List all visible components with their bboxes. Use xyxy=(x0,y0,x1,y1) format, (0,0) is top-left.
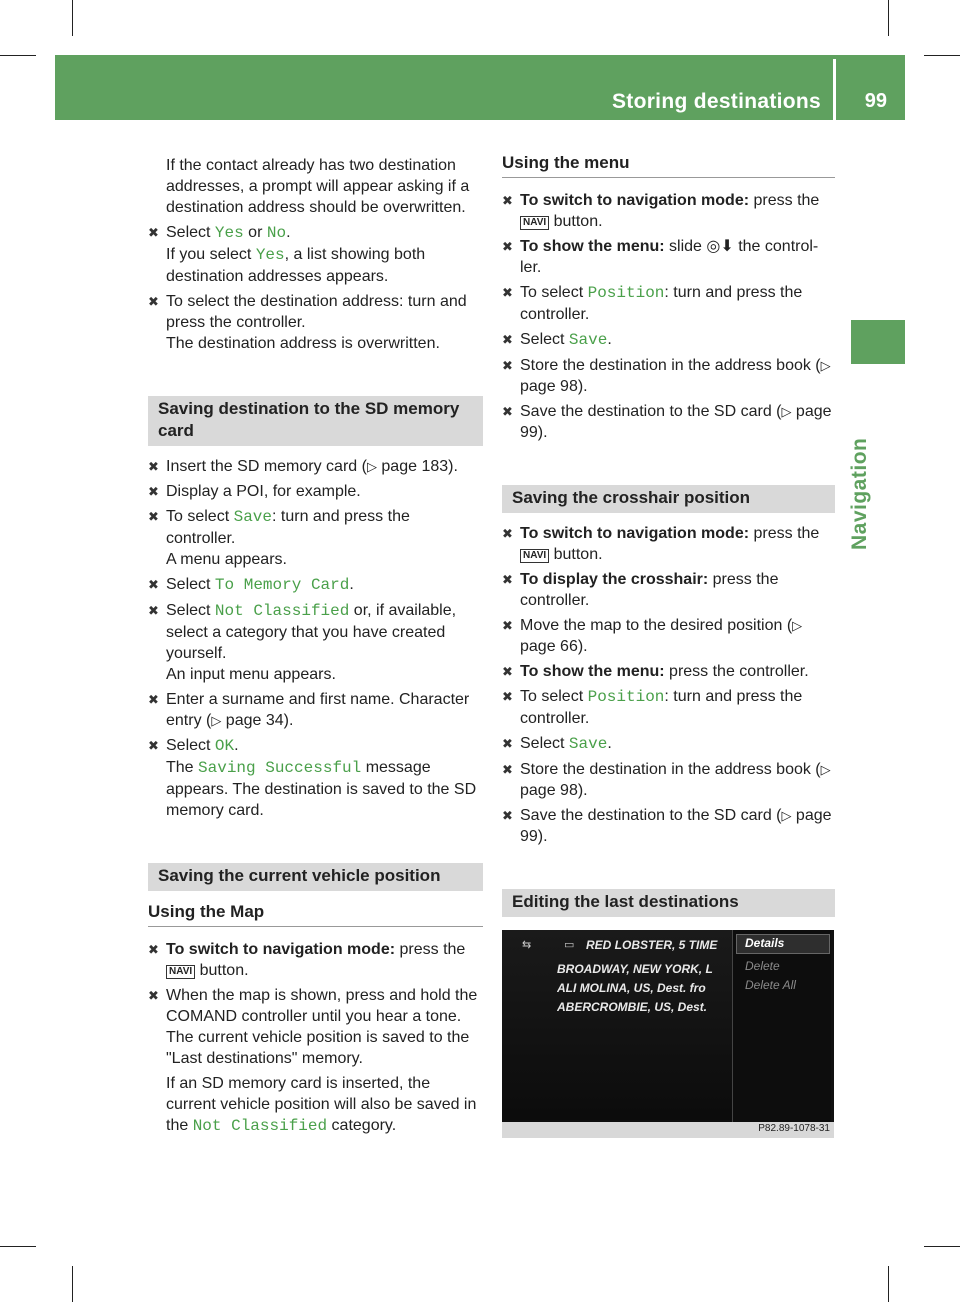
step-arrow-icon: ✖ xyxy=(148,225,159,240)
step-arrow-icon: ✖ xyxy=(502,664,513,679)
page-ref-icon: ▷ xyxy=(211,713,222,728)
section-heading: Saving the current vehicle position xyxy=(148,863,483,891)
text: press the controller. xyxy=(664,663,809,680)
text: page 183). xyxy=(376,458,458,475)
step-arrow-icon: ✖ xyxy=(148,988,159,1003)
text: . xyxy=(234,737,239,754)
list-item xyxy=(502,401,835,443)
text: The xyxy=(166,759,199,776)
page-number: 99 xyxy=(864,90,887,112)
text: Select xyxy=(520,735,569,752)
list-item xyxy=(502,282,835,325)
display-screenshot xyxy=(502,930,834,1138)
list-item xyxy=(148,506,483,570)
text: Store the destination in the address book ( xyxy=(520,357,821,374)
step-arrow-icon: ✖ xyxy=(502,239,513,254)
text: . xyxy=(607,735,612,752)
option-yes: Yes xyxy=(255,246,285,264)
text: or xyxy=(243,224,267,241)
menu-item-details[interactable]: Details xyxy=(745,936,785,950)
page-title: Storing destinations xyxy=(611,90,821,113)
step-arrow-icon: ✖ xyxy=(502,404,513,419)
text: , a list showing both destination addresses appears. xyxy=(166,246,426,285)
text: To switch to navigation mode: xyxy=(520,192,750,209)
text: press the xyxy=(749,192,820,209)
list-item xyxy=(502,329,835,351)
text: page 34). xyxy=(221,712,294,729)
text: page 98). xyxy=(520,782,588,799)
text: To display the crosshair: xyxy=(520,571,709,588)
text: Save the destination to the SD card ( xyxy=(520,807,782,824)
step-arrow-icon: ✖ xyxy=(502,762,513,777)
text: button. xyxy=(549,213,603,230)
intro-paragraph: If the contact already has two destination addresses, a prompt will appear asking if a destination address should be overwritten. xyxy=(166,157,470,216)
text: Select xyxy=(166,576,215,593)
step-arrow-icon: ✖ xyxy=(148,738,159,753)
option-to-memory-card: To Memory Card xyxy=(214,576,350,594)
list-item xyxy=(148,939,483,981)
option-not-classified: Not Classified xyxy=(192,1117,328,1135)
list-item xyxy=(148,985,483,1137)
text: To select xyxy=(520,284,588,301)
option-yes: Yes xyxy=(214,224,244,242)
text: An input menu appears. xyxy=(166,666,336,683)
step-arrow-icon: ✖ xyxy=(502,193,513,208)
text: Select xyxy=(166,224,215,241)
step-arrow-icon: ✖ xyxy=(148,484,159,499)
page-ref-icon: ▷ xyxy=(366,459,377,474)
text: page 66). xyxy=(520,638,588,655)
text: message appears. The destination is saved to the SD memory card. xyxy=(166,759,477,819)
list-item xyxy=(148,600,483,685)
list-item xyxy=(148,735,483,821)
list-item xyxy=(502,355,835,397)
header-divider xyxy=(833,59,836,120)
text: Move the map to the desired position ( xyxy=(520,617,793,634)
message-saving-successful: Saving Successful xyxy=(198,759,362,777)
step-arrow-icon: ✖ xyxy=(148,692,159,707)
page-ref-icon: ▷ xyxy=(820,762,831,777)
list-item xyxy=(502,615,835,657)
section-heading: Editing the last destinations xyxy=(502,889,835,917)
menu-item-delete[interactable]: Delete xyxy=(745,959,780,973)
list-item[interactable]: ALI MOLINA, US, Dest. fro xyxy=(557,981,706,995)
step-arrow-icon: ✖ xyxy=(502,618,513,633)
text: page 99). xyxy=(520,403,832,441)
crop-mark xyxy=(924,55,960,56)
navi-key-icon: NAVI xyxy=(520,549,549,563)
list-item xyxy=(148,481,483,502)
option-position: Position xyxy=(587,688,665,706)
list-item xyxy=(148,689,483,731)
list-item xyxy=(502,523,835,565)
step-arrow-icon: ✖ xyxy=(502,285,513,300)
text: Select xyxy=(166,602,215,619)
chapter-tab xyxy=(851,320,905,364)
page-ref-icon: ▷ xyxy=(820,358,831,373)
section-heading: Saving destination to the SD memory card xyxy=(148,396,483,446)
step-arrow-icon: ✖ xyxy=(148,459,159,474)
step-arrow-icon: ✖ xyxy=(148,509,159,524)
option-position: Position xyxy=(587,284,665,302)
crop-mark xyxy=(0,1246,36,1247)
last-destinations-list xyxy=(502,930,732,1130)
navi-key-icon: NAVI xyxy=(166,965,195,979)
page-header xyxy=(55,55,905,120)
text: Enter a surname and first name. Character entry ( xyxy=(166,691,470,729)
text: To select xyxy=(166,508,234,525)
text: To switch to navigation mode: xyxy=(166,941,396,958)
option-save: Save xyxy=(568,331,608,349)
step-arrow-icon: ✖ xyxy=(502,332,513,347)
step-arrow-icon: ✖ xyxy=(502,358,513,373)
text: Select xyxy=(520,331,569,348)
crop-mark xyxy=(888,0,889,36)
text: Store the destination in the address book ( xyxy=(520,761,821,778)
menu-item-delete-all[interactable]: Delete All xyxy=(745,978,796,992)
option-no: No xyxy=(266,224,287,242)
text: the control- ler. xyxy=(520,238,819,276)
text: When the map is shown, press and hold the COMAND controller until you hear a tone. xyxy=(166,987,478,1025)
left-column xyxy=(148,155,483,1137)
text: category. xyxy=(327,1117,397,1134)
text: button. xyxy=(549,546,603,563)
step-arrow-icon: ✖ xyxy=(148,603,159,618)
text: page 98). xyxy=(520,378,588,395)
text: : turn and press the controller. xyxy=(520,284,803,323)
page-ref-icon: ▷ xyxy=(781,404,792,419)
step-arrow-icon: ✖ xyxy=(502,572,513,587)
step-arrow-icon: ✖ xyxy=(502,689,513,704)
text: The current vehicle position is saved to the "Last destinations" memory. xyxy=(166,1029,470,1067)
crop-mark xyxy=(0,55,36,56)
text: Select xyxy=(166,737,215,754)
list-item xyxy=(148,291,483,354)
text: . xyxy=(607,331,612,348)
text: . xyxy=(349,576,354,593)
step-arrow-icon: ✖ xyxy=(148,942,159,957)
list-item xyxy=(502,759,835,801)
step-arrow-icon: ✖ xyxy=(502,526,513,541)
text: To show the menu: xyxy=(520,238,665,255)
step-arrow-icon: ✖ xyxy=(502,736,513,751)
step-arrow-icon: ✖ xyxy=(148,294,159,309)
text: . xyxy=(286,224,291,241)
text: A menu appears. xyxy=(166,551,287,568)
list-item[interactable]: RED LOBSTER, 5 TIME xyxy=(586,938,718,952)
list-item xyxy=(148,574,483,596)
back-icon: ⇆ xyxy=(522,939,532,951)
right-column xyxy=(502,152,835,917)
subheading: Using the Map xyxy=(148,901,483,927)
list-item xyxy=(148,222,483,287)
text: or, if available, select a category that you have created yourself. xyxy=(166,602,457,662)
option-save: Save xyxy=(233,508,272,526)
page-ref-icon: ▷ xyxy=(781,808,792,823)
text: Save the destination to the SD card ( xyxy=(520,403,782,420)
step-arrow-icon: ✖ xyxy=(502,808,513,823)
text: : turn and press the controller. xyxy=(166,508,410,547)
chapter-label: Navigation xyxy=(848,437,871,550)
crop-mark xyxy=(72,1266,73,1302)
list-item xyxy=(502,190,835,232)
text: Display a POI, for example. xyxy=(166,483,361,500)
text: If an SD memory card is inserted, the current vehicle position will also be saved in the xyxy=(166,1075,477,1134)
text: Insert the SD memory card ( xyxy=(166,458,367,475)
step-arrow-icon: ✖ xyxy=(148,577,159,592)
list-item[interactable]: BROADWAY, NEW YORK, L xyxy=(557,962,713,976)
options-menu xyxy=(732,930,831,1130)
list-item xyxy=(502,661,835,682)
option-not-classified: Not Classified xyxy=(214,602,350,620)
page-ref-icon: ▷ xyxy=(792,618,803,633)
crop-mark xyxy=(888,1266,889,1302)
text: slide xyxy=(664,238,707,255)
list-item xyxy=(148,456,483,477)
text: If you select xyxy=(166,246,256,263)
text: press the xyxy=(395,941,466,958)
option-ok: OK xyxy=(214,737,235,755)
navi-key-icon: NAVI xyxy=(520,216,549,230)
crop-mark xyxy=(924,1246,960,1247)
car-icon: ▭ xyxy=(564,939,575,951)
crop-mark xyxy=(72,0,73,36)
list-item xyxy=(502,733,835,755)
list-item[interactable]: ABERCROMBIE, US, Dest. xyxy=(557,1000,708,1014)
option-save: Save xyxy=(568,735,608,753)
text: press the xyxy=(749,525,820,542)
list-item xyxy=(502,236,835,278)
text: The destination address is overwritten. xyxy=(166,335,440,352)
text: To select xyxy=(520,688,588,705)
text: To switch to navigation mode: xyxy=(520,525,750,542)
figure-code: P82.89-1078-31 xyxy=(758,1123,830,1134)
text: To select the destination address: turn and press the controller. xyxy=(166,293,467,331)
list-item xyxy=(502,686,835,729)
controller-slide-icon: ◎⬇ xyxy=(706,238,734,255)
subheading: Using the menu xyxy=(502,152,835,178)
text: page 99). xyxy=(520,807,832,845)
figure-code-bar xyxy=(502,1122,834,1138)
list-item xyxy=(502,805,835,847)
list-item xyxy=(502,569,835,611)
section-heading: Saving the crosshair position xyxy=(502,485,835,513)
text: : turn and press the controller. xyxy=(520,688,803,727)
text: button. xyxy=(195,962,249,979)
text: To show the menu: xyxy=(520,663,665,680)
text: press the controller. xyxy=(520,571,779,609)
